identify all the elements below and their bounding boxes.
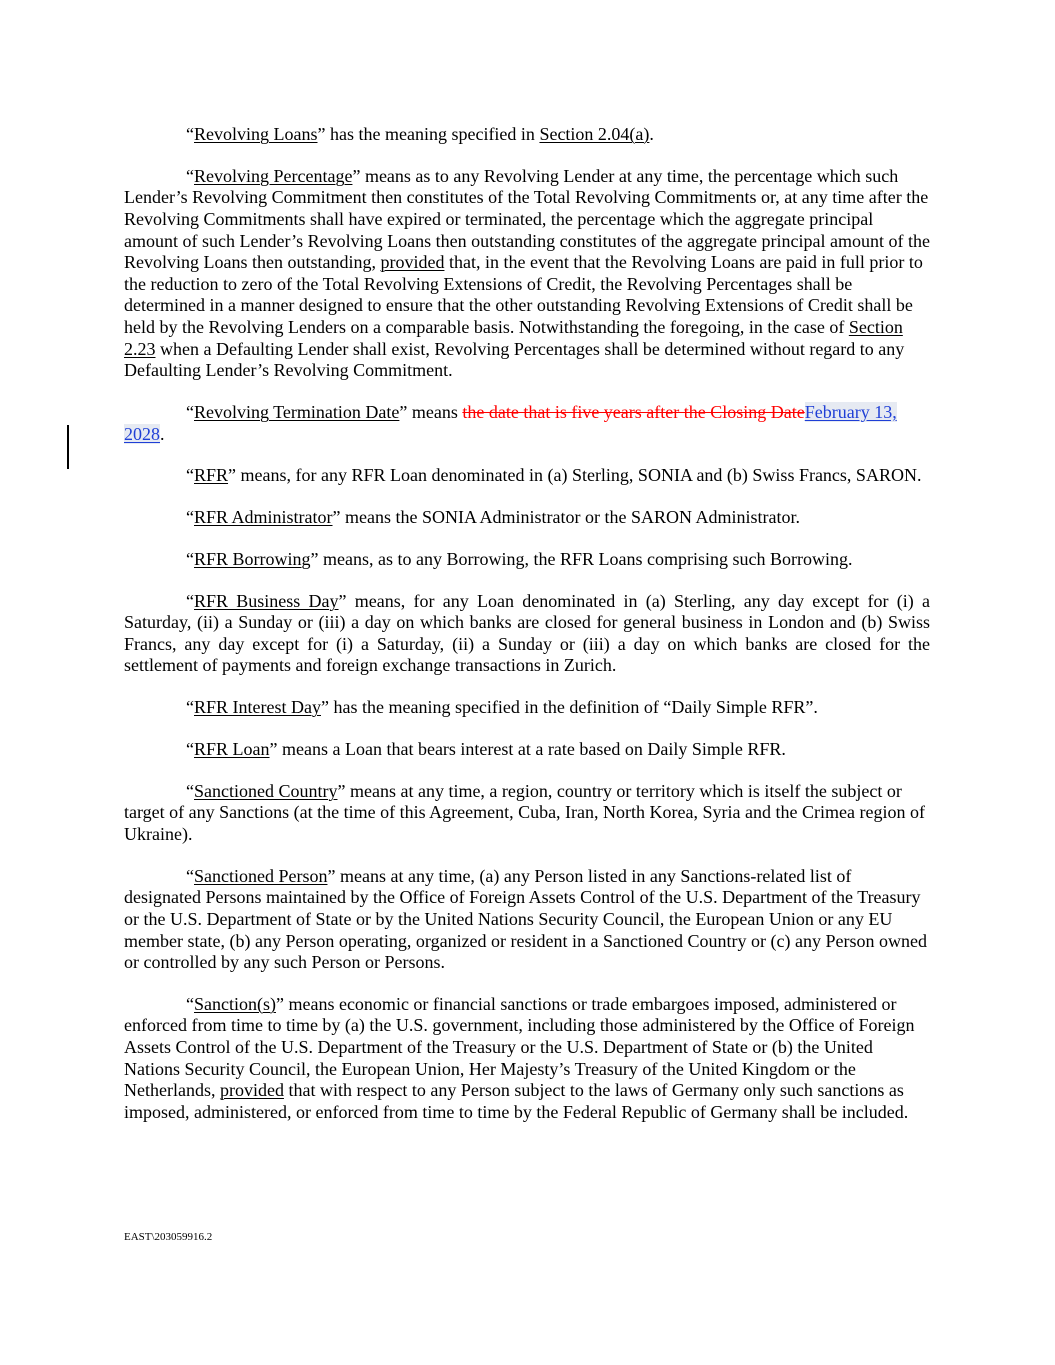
definition-rfr-loan: “RFR Loan” means a Loan that bears interest at a rate based on Daily Simple RFR. bbox=[186, 738, 786, 759]
provided-term: provided bbox=[219, 1080, 284, 1101]
definition-rfr-administrator: “RFR Administrator” means the SONIA Administrator or the SARON Administrator. bbox=[186, 507, 800, 528]
defined-term: Sanctioned Country bbox=[194, 780, 338, 801]
section-reference: Section 2.23 bbox=[124, 316, 903, 359]
section-reference: Section 2.04(a) bbox=[539, 124, 650, 144]
defined-term: RFR Loan bbox=[194, 738, 270, 759]
defined-term: Revolving Loans bbox=[194, 124, 318, 144]
defined-term: RFR Borrowing bbox=[194, 548, 311, 569]
defined-term: Revolving Percentage bbox=[194, 165, 353, 186]
defined-term: Sanction(s) bbox=[194, 993, 276, 1014]
defined-term: RFR Interest Day bbox=[194, 697, 321, 718]
defined-term: Sanctioned Person bbox=[194, 865, 328, 886]
provided-term: provided bbox=[380, 252, 445, 273]
definition-sanctions: “Sanction(s)” means economic or financial sanctions or trade embargoes imposed, administered or enforced from time to time by (a) the U.S. government, including those administered by the Office of Foreign Assets Control of the U.S. Department of the Treasury or the U.S. Department of State or (b) the United Nations Security Council, the European Union, Her Majesty’s Treasury of the United Kingdom or the Netherlands, provided that with respect to any Person subject to the laws of Germany only such sanctions as imposed, administered, or enforced from time to time by the Federal Republic of Germany shall be included. bbox=[124, 993, 915, 1122]
document-body bbox=[124, 124, 930, 1123]
definition-rfr: “RFR” means, for any RFR Loan denominated in (a) Sterling, SONIA and (b) Swiss Francs, SARON. bbox=[186, 465, 922, 486]
defined-term: RFR Administrator bbox=[194, 507, 333, 528]
definition-sanctioned-country: “Sanctioned Country” means at any time, a region, country or territory which is itself the subject or target of any Sanctions (at the time of this Agreement, Cuba, Iran, North Korea, Syria and the Crimea region of Ukraine). bbox=[124, 780, 925, 844]
defined-term: RFR bbox=[194, 465, 229, 486]
definition-rfr-interest-day: “RFR Interest Day” has the meaning specified in the definition of “Daily Simple RFR”. bbox=[186, 697, 818, 718]
definition-rfr-borrowing: “RFR Borrowing” means, as to any Borrowing, the RFR Loans comprising such Borrowing. bbox=[186, 548, 853, 569]
document-id-footer: EAST\203059916.2 bbox=[124, 1231, 213, 1243]
definition-revolving-percentage: “Revolving Percentage” means as to any Revolving Lender at any time, the percentage which such Lender’s Revolving Commitment then constitutes of the Total Revolving Commitments or, at any time after the Revolving Commitments shall have expired or terminated, the percentage which the aggregate principal amount of such Lender’s Revolving Loans then outstanding constitutes of the aggregate principal amount of the Revolving Loans then outstanding, provided that, in the event that the Revolving Loans are paid in full prior to the reduction to zero of the Total Revolving Extensions of Credit, the Revolving Percentages shall be determined in a manner designed to ensure that the other outstanding Revolving Extensions of Credit shall be held by the Revolving Lenders on a comparable basis. Notwithstanding the foregoing, in the case of Section 2.23 when a Defaulting Lender shall exist, Revolving Percentages shall be determined without regard to any Defaulting Lender’s Revolving Commitment. bbox=[124, 165, 930, 381]
definition-rfr-business-day: “RFR Business Day” means, for any Loan denominated in (a) Sterling, any day except for (i) a Saturday, (ii) a Sunday or (iii) a day on which banks are closed for general business in London and (b) Swiss Francs, any day except for (i) a Saturday, (ii) a Sunday or (iii) a day on which banks are closed for the settlement of payments and foreign exchange transactions in Zurich. bbox=[124, 590, 930, 676]
tracked-deletion: the date that is five years after the Closing Date bbox=[462, 401, 805, 422]
definition-revolving-loans: “Revolving Loans” has the meaning specified in Section 2.04(a). bbox=[186, 124, 654, 144]
defined-term: Revolving Termination Date bbox=[194, 401, 400, 422]
definition-revolving-termination-date: “Revolving Termination Date” means the date that is five years after the Closing DateFebruary 13, 2028. bbox=[124, 401, 897, 444]
change-bar bbox=[67, 425, 69, 469]
definition-sanctioned-person: “Sanctioned Person” means at any time, (a) any Person listed in any Sanctions-related list of designated Persons maintained by the Office of Foreign Assets Control of the U.S. Department of the Treasury or the U.S. Department of State or by the United Nations Security Council, the European Union or any EU member state, (b) any Person operating, organized or resident in a Sanctioned Country or (c) any Person owned or controlled by any such Person or Persons. bbox=[124, 865, 927, 973]
tracked-insertion: February 13, 2028 bbox=[124, 401, 897, 444]
defined-term: RFR Business Day bbox=[194, 590, 339, 611]
